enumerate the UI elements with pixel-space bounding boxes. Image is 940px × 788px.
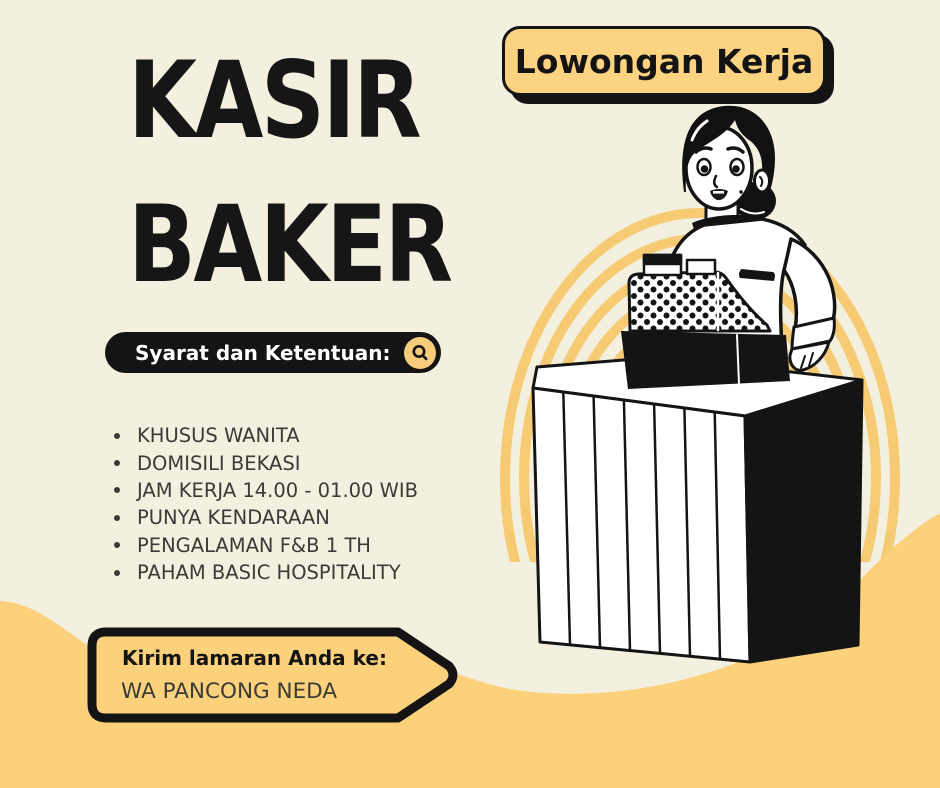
bullet: [114, 460, 120, 466]
bullet: [114, 570, 120, 576]
bullet: [114, 487, 120, 493]
cashier-illustration: [533, 106, 862, 662]
bullet: [114, 542, 120, 548]
list-item: [114, 422, 418, 449]
poster-title-line1: KASIR: [128, 39, 420, 162]
counter-side: [745, 380, 862, 662]
requirement-text: DOMISILI BEKASI: [137, 451, 301, 475]
requirement-text: PAHAM BASIC HOSPITALITY: [137, 561, 401, 585]
list-item: [114, 559, 418, 586]
list-item: [114, 532, 418, 559]
requirement-text: JAM KERJA 14.00 - 01.00 WIB: [137, 478, 419, 502]
contact-heading: Kirim lamaran Anda ke:: [122, 646, 387, 670]
bullet: [114, 515, 120, 521]
list-item: [114, 504, 418, 531]
requirement-text: PUNYA KENDARAAN: [137, 506, 330, 530]
beauty-mark: [739, 190, 742, 193]
poster-title-line2: BAKER: [128, 183, 451, 306]
requirement-text: PENGALAMAN F&B 1 TH: [137, 533, 371, 557]
contact-box-shape: [92, 632, 453, 718]
contact-value: WA PANCONG NEDA: [121, 679, 338, 704]
magnifier-icon: [410, 343, 430, 363]
requirements-heading: Syarat dan Ketentuan:: [135, 340, 391, 365]
magnifier-badge: [404, 337, 436, 369]
list-item: [114, 477, 418, 504]
upper-arm: [784, 239, 835, 329]
requirements-heading-pill: [105, 332, 441, 373]
register-base: [621, 331, 790, 389]
bullet: [114, 433, 120, 439]
requirements-list: [114, 422, 418, 586]
vacancy-badge-label: Lowongan Kerja: [514, 41, 814, 81]
vacancy-badge: [502, 26, 826, 96]
list-item: [114, 449, 418, 476]
requirement-text: KHUSUS WANITA: [137, 424, 300, 448]
